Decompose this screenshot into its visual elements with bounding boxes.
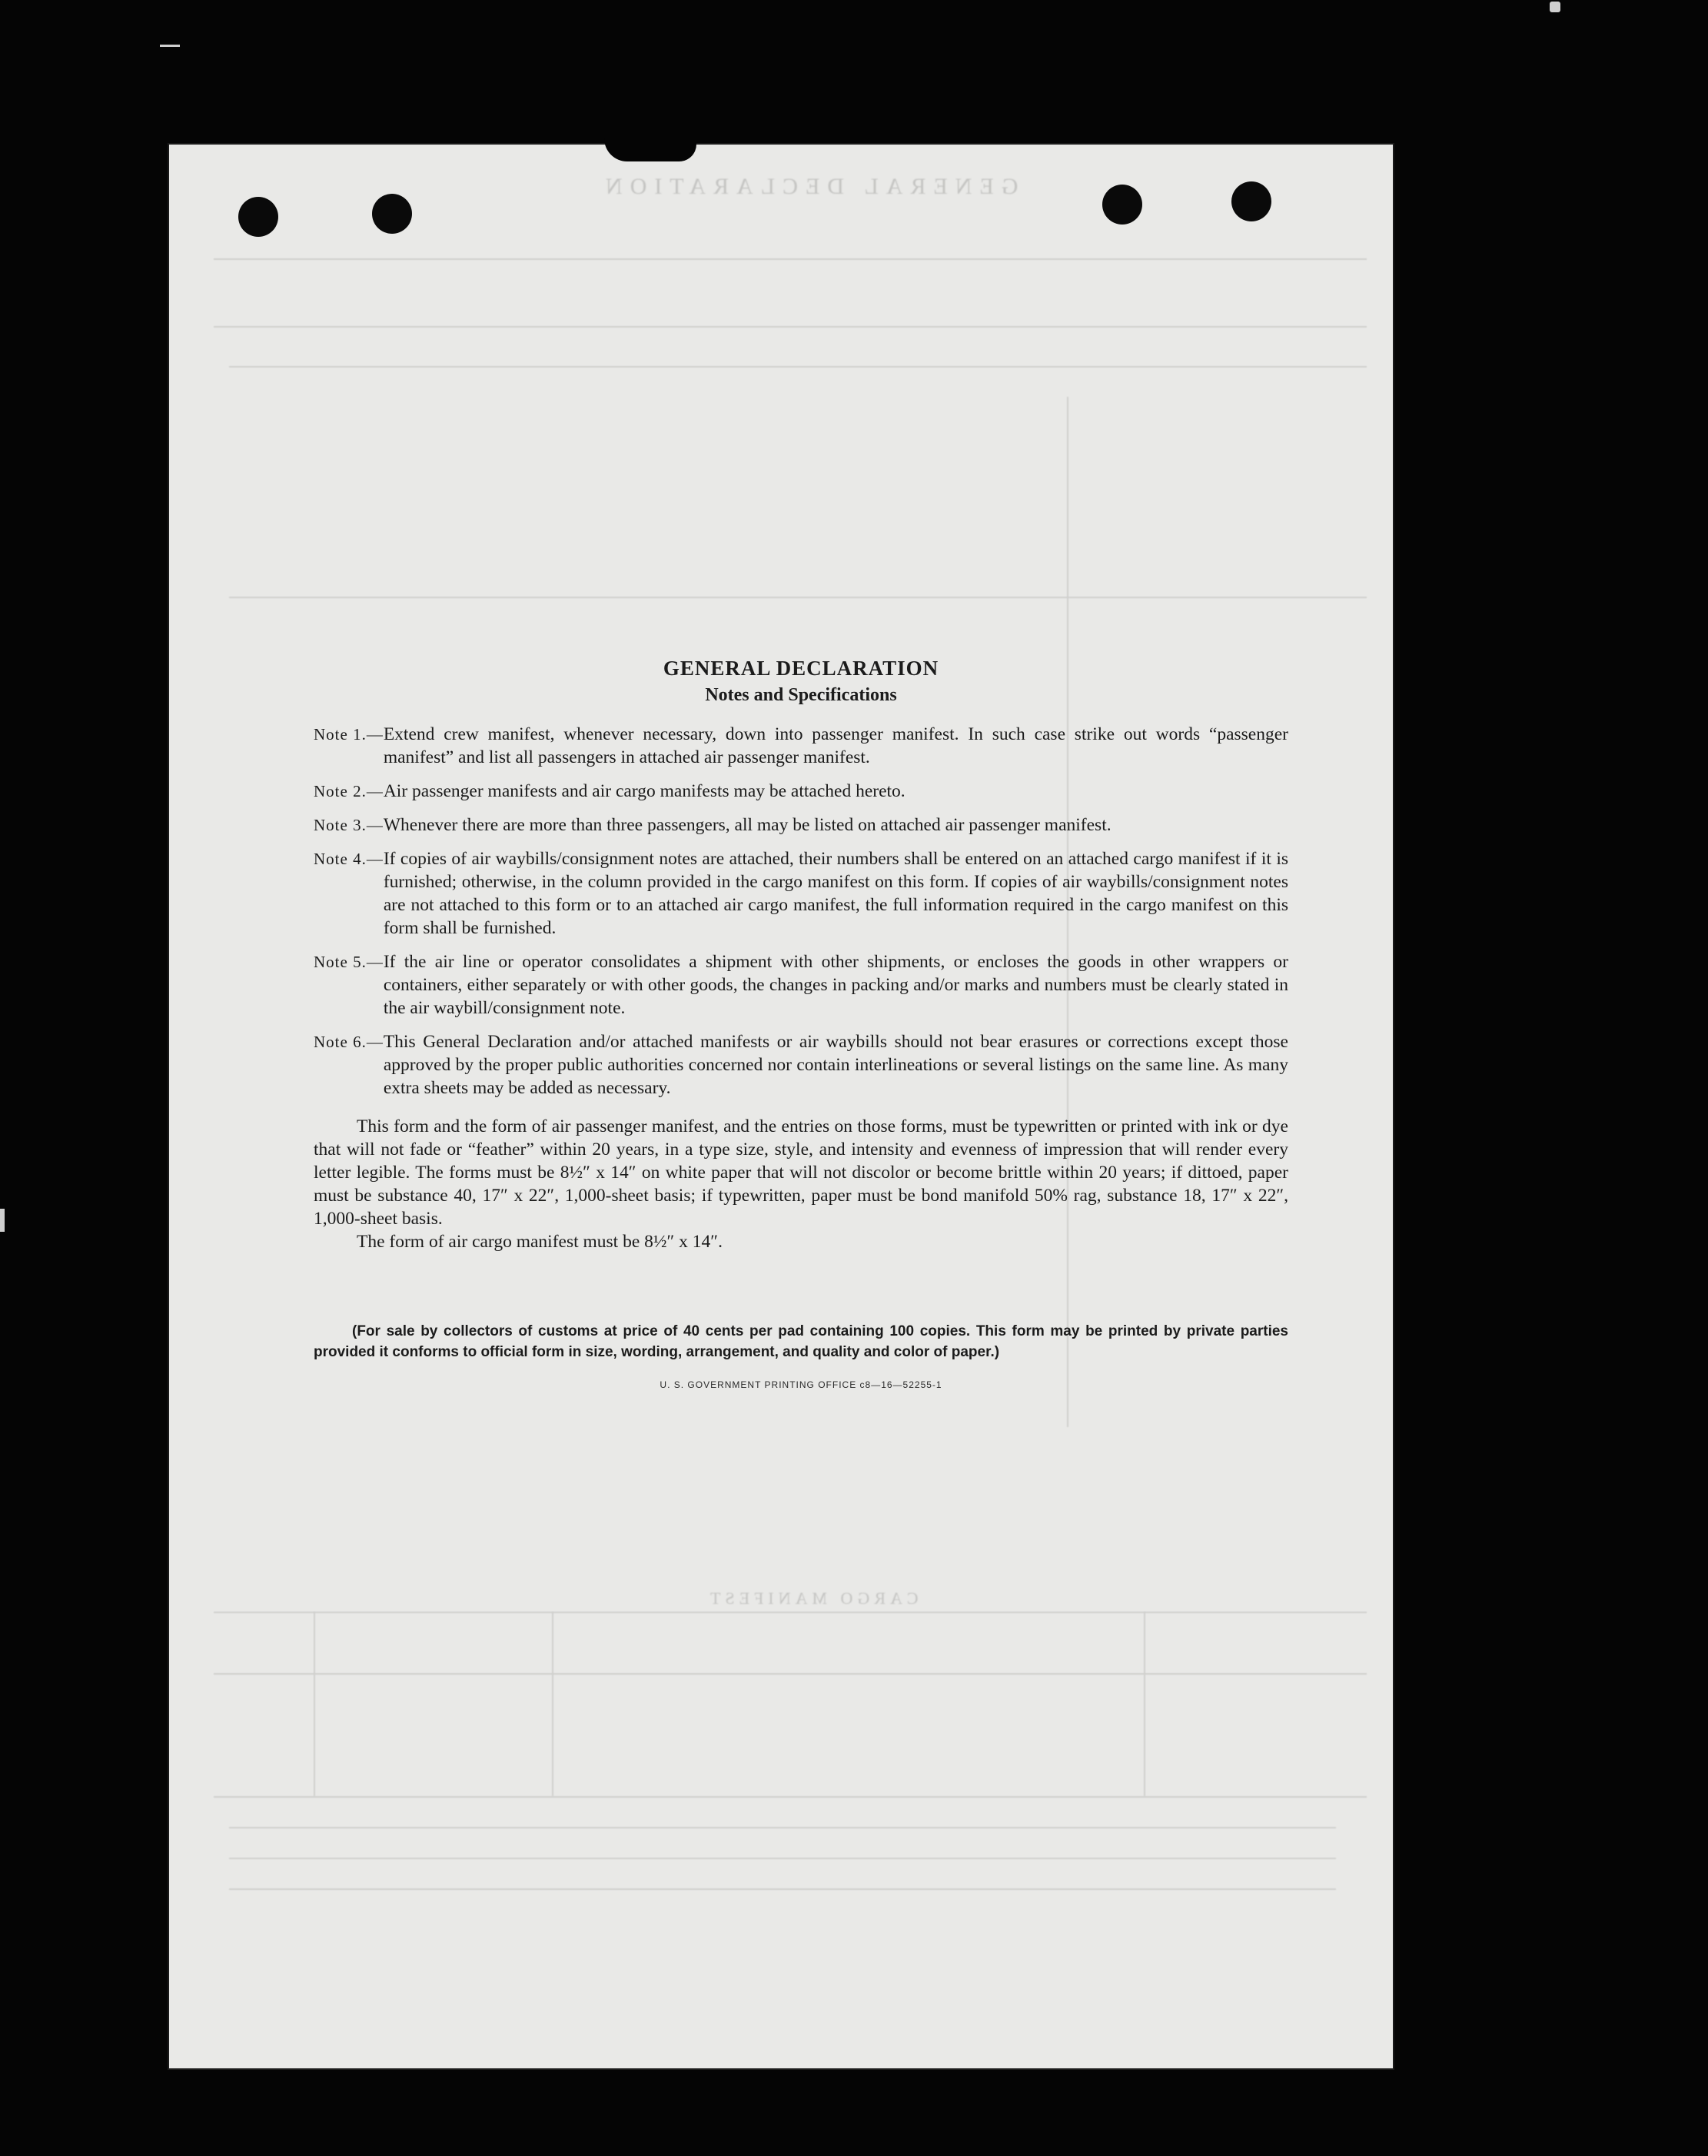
- specification-paragraph: This form and the form of air passenger manifest, and the entries on those forms, must be typewritten or printed with ink or dye that will not fade or “feather” within 20 years, in a type size, style, and intensity and evenness of impression that will render every letter legible. The forms must be 8½″ x 14″ on white paper that will not discolor or become brittle within 20 years; if dittoed, paper must be substance 40, 17″ x 22″, 1,000-sheet basis; if typewritten, paper must be bond manifold 50% rag, substance 18, 17″ x 22″, 1,000-sheet basis.: [314, 1116, 1288, 1229]
- show-through-line: [229, 1858, 1336, 1859]
- show-through-line: [214, 1796, 1367, 1798]
- show-through-line: [214, 326, 1367, 328]
- note-label: Note 4.—: [314, 850, 384, 868]
- note-1: [314, 723, 1288, 769]
- note-text: This General Declaration and/or attached manifests or air waybills should not bear erasures or corrections except those approved by the proper public authorities concerned nor contain interlineations or several listings on the same line. As many extra sheets may be added as necessary.: [383, 1032, 1288, 1098]
- show-through-line: [214, 258, 1367, 260]
- note-label: Note 3.—: [314, 816, 384, 834]
- scan-edge-mark: [1550, 2, 1560, 12]
- notes-and-specifications: [314, 657, 1288, 1390]
- note-label: Note 6.—: [314, 1033, 384, 1051]
- show-through-line: [229, 597, 1367, 598]
- document-subheading: Notes and Specifications: [705, 685, 897, 705]
- note-text: If the air line or operator consolidates a shipment with other shipments, or encloses the goods in other wrappers or containers, either separately or with other goods, the changes in packing and/or marks and numbers must be clearly stated in the air waybill/consignment note.: [383, 952, 1288, 1018]
- page-tear: [604, 138, 696, 161]
- note-label: Note 5.—: [314, 953, 384, 971]
- document-page: [168, 143, 1394, 2070]
- show-through-line: [314, 1612, 315, 1796]
- show-through-line: [214, 1673, 1367, 1675]
- note-label: Note 2.—: [314, 782, 384, 800]
- sale-note: (For sale by collectors of customs at price of 40 cents per pad containing 100 copies. This form may be printed by private parties provided it conforms to official form in size, wording, arrangement, and quality and color of paper.): [314, 1323, 1288, 1360]
- show-through-line: [229, 1827, 1336, 1828]
- note-5: [314, 950, 1288, 1020]
- punch-hole: [238, 197, 278, 237]
- note-text: Extend crew manifest, whenever necessary, down into passenger manifest. In such case strike out words “passenger manifest” and list all passengers in attached air passenger manifest.: [383, 724, 1288, 767]
- show-through-line: [229, 366, 1367, 368]
- scan-edge-mark: [0, 1209, 5, 1232]
- show-through-line: [229, 1888, 1336, 1890]
- scan-edge-mark: [160, 45, 180, 47]
- note-6: [314, 1030, 1288, 1100]
- punch-hole: [1102, 185, 1142, 225]
- note-4: [314, 847, 1288, 940]
- show-through-line: [1144, 1612, 1145, 1796]
- note-text: Whenever there are more than three passengers, all may be listed on attached air passenger manifest.: [383, 815, 1112, 835]
- note-label: Note 1.—: [314, 725, 384, 744]
- show-through-line: [214, 1612, 1367, 1613]
- punch-hole: [1231, 181, 1271, 221]
- note-text: Air passenger manifests and air cargo manifests may be attached hereto.: [383, 781, 906, 801]
- show-through-line: [552, 1612, 553, 1796]
- punch-hole: [372, 194, 412, 234]
- note-2: [314, 780, 1288, 803]
- printing-office-imprint: U. S. GOVERNMENT PRINTING OFFICE c8—16—52255-1: [660, 1379, 942, 1390]
- note-3: [314, 813, 1288, 837]
- show-through-cargo-manifest: CARGO MANIFEST: [706, 1589, 919, 1608]
- note-text: If copies of air waybills/consignment notes are attached, their numbers shall be entered on an attached cargo manifest if it is furnished; otherwise, in the column provided in the cargo manifest on this form. If copies of air waybills/consignment notes are not attached to this form or to an attached air cargo manifest, the full information required in the cargo manifest on this form shall be furnished.: [383, 849, 1288, 938]
- document-heading: GENERAL DECLARATION: [663, 657, 939, 680]
- show-through-title: GENERAL DECLARATION: [598, 174, 1018, 199]
- cargo-form-size: The form of air cargo manifest must be 8½″ x 14″.: [357, 1232, 723, 1252]
